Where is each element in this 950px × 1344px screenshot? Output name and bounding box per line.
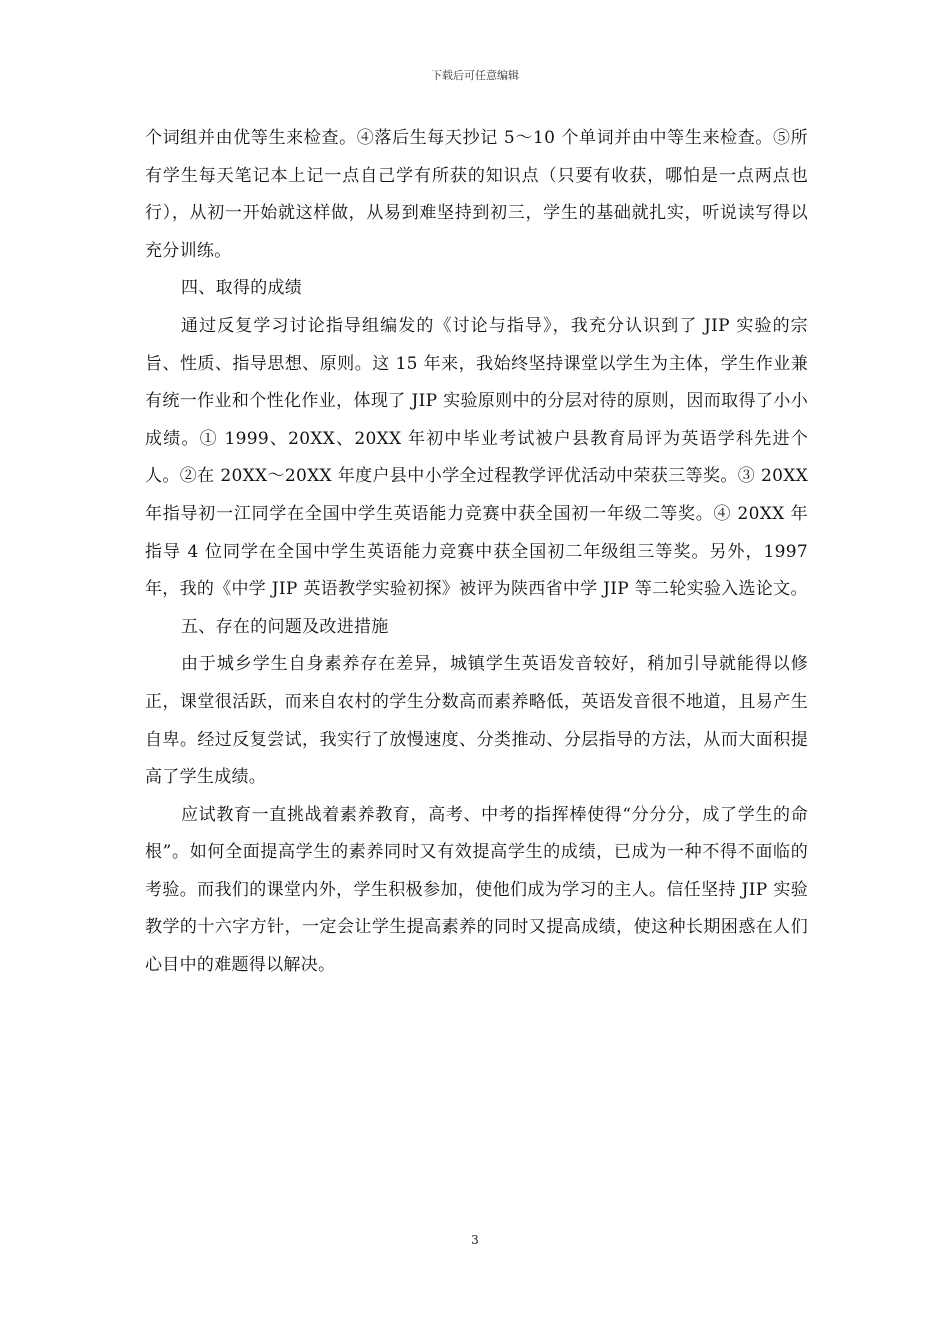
document-body: [145, 120, 808, 985]
paragraph-achievements: 通过反复学习讨论指导组编发的《讨论与指导》，我充分认识到了 JIP 实验的宗旨、性质、指导思想、原则。这 15 年来，我始终坚持课堂以学生为主体，学生作业兼有统一作业和个性化作业，体现了 JIP 实验原则中的分层对待的原则，因而取得了小小成绩。① 1999、20XX、20XX 年初中毕业考试被户县教育局评为英语学科先进个人。②在 20XX～20XX 年度户县中小学全过程教学评优活动中荣获三等奖。③ 20XX 年指导初一江同学在全国中学生英语能力竞赛中获全国初一年级二等奖。④ 20XX 年指导 4 位同学在全国中学生英语能力竞赛中获全国初二年级组三等奖。另外，1997 年，我的《中学 JIP 英语教学实验初探》被评为陕西省中学 JIP 等二轮实验入选论文。: [145, 315, 808, 600]
paragraph-problems: 由于城乡学生自身素养存在差异，城镇学生英语发音较好，稍加引导就能得以修正，课堂很活跃，而来自农村的学生分数高而素养略低，英语发音很不地道，且易产生自卑。经过反复尝试，我实行了放慢速度、分类推动、分层指导的方法，从而大面积提高了学生成绩。: [145, 654, 808, 788]
paragraph-continuation: 个词组并由优等生来检查。④落后生每天抄记 5～10 个单词并由中等生来检查。⑤所有学生每天笔记本上记一点自己学有所获的知识点（只要有收获，哪怕是一点两点也行），从初一开始就这样做，从易到难坚持到初三，学生的基础就扎实，听说读写得以充分训练。: [145, 128, 808, 261]
paragraph-conclusion: 应试教育一直挑战着素养教育，高考、中考的指挥棒使得“分分分，成了学生的命根”。如何全面提高学生的素养同时又有效提高学生的成绩，已成为一种不得不面临的考验。而我们的课堂内外，学生积极参加，使他们成为学习的主人。信任坚持 JIP 实验教学的十六字方针，一定会让学生提高素养的同时又提高成绩，使这种长期困惑在人们心目中的难题得以解决。: [145, 804, 808, 976]
section-heading-achievements: 四、取得的成绩: [181, 278, 303, 299]
page-number: 3: [471, 1233, 479, 1247]
section-heading-problems: 五、存在的问题及改进措施: [181, 616, 389, 637]
page-header-note: 下载后可任意编辑: [431, 69, 519, 82]
